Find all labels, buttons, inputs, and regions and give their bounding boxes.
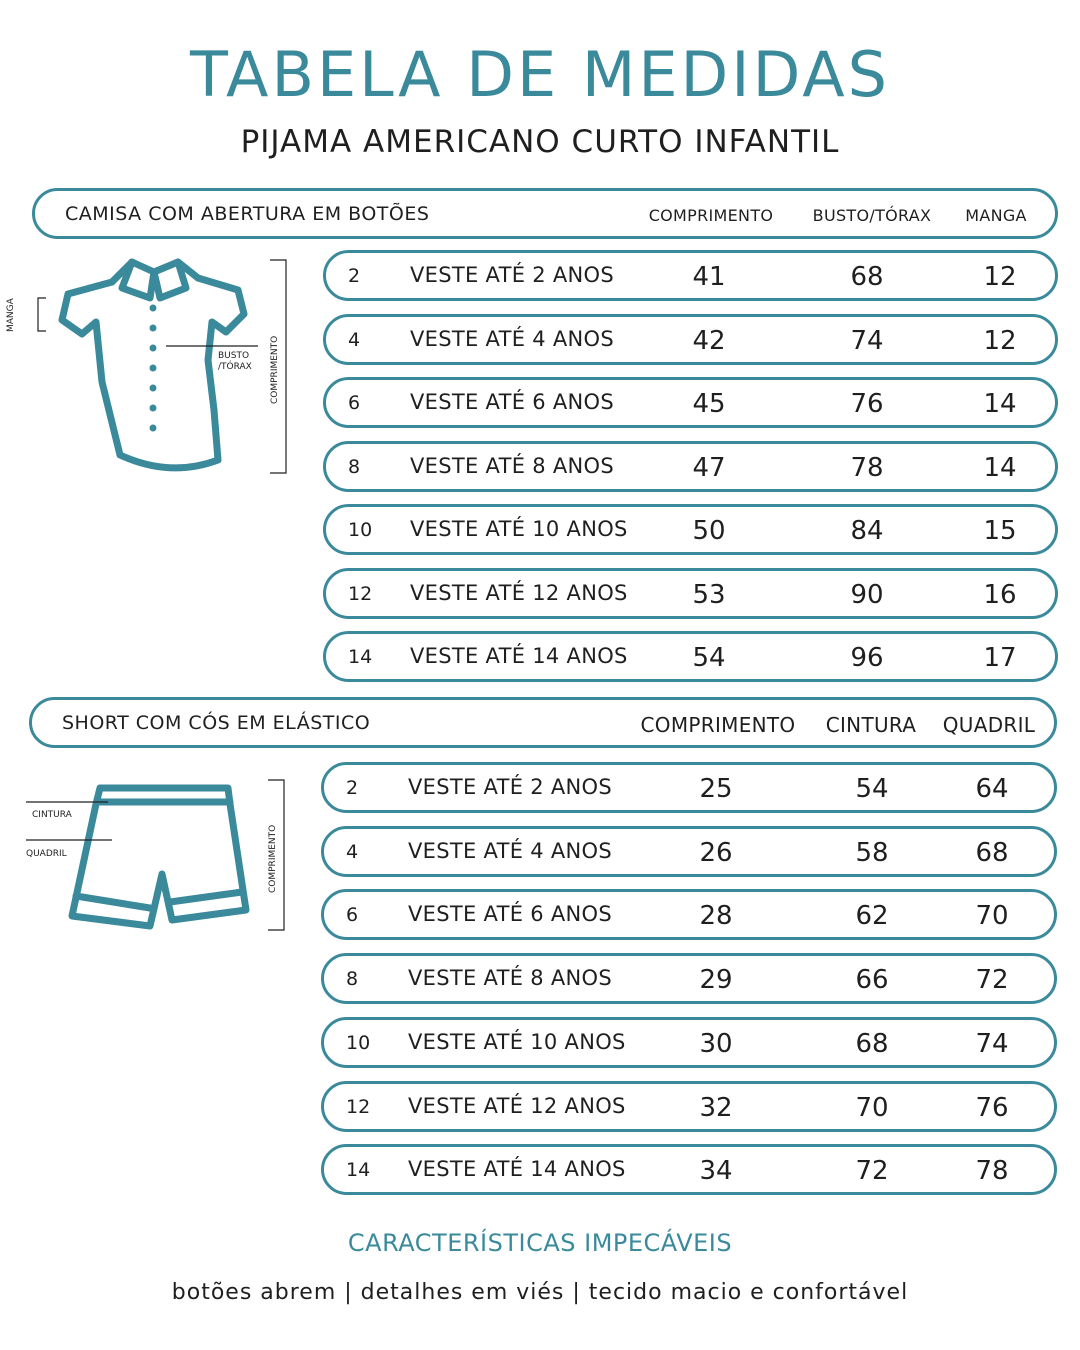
value-cell-1: 50 — [692, 516, 726, 546]
value-cell-2: 62 — [855, 901, 889, 932]
table-row — [321, 1144, 1057, 1195]
shorts-col-comprimento: COMPRIMENTO — [640, 713, 796, 737]
size-cell: 14 — [346, 1159, 371, 1182]
value-cell-2: 58 — [855, 837, 889, 868]
value-cell-3: 70 — [975, 901, 1009, 932]
size-cell: 10 — [346, 1031, 371, 1054]
size-cell: 4 — [346, 840, 359, 863]
value-cell-3: 15 — [983, 516, 1017, 546]
table-row — [323, 441, 1058, 492]
value-cell-2: 54 — [855, 774, 889, 804]
shorts-col-cintura: CINTURA — [825, 713, 917, 737]
shirt-manga-label: MANGA — [6, 298, 16, 332]
value-cell-3: 16 — [983, 579, 1017, 610]
table-row — [321, 889, 1057, 940]
size-cell: 12 — [348, 582, 373, 605]
description-cell: VESTE ATÉ 14 ANOS — [410, 644, 628, 668]
shirt-col-manga: MANGA — [965, 206, 1027, 225]
shorts-header — [29, 697, 1057, 748]
value-cell-3: 76 — [975, 1092, 1009, 1123]
value-cell-1: 54 — [692, 643, 726, 673]
value-cell-3: 14 — [983, 389, 1017, 419]
table-row — [323, 568, 1058, 619]
size-cell: 10 — [348, 519, 373, 541]
page-subtitle: PIJAMA AMERICANO CURTO INFANTIL — [240, 124, 840, 160]
shorts-header-label: SHORT COM CÓS EM ELÁSTICO — [62, 712, 371, 734]
value-cell-2: 68 — [855, 1028, 889, 1059]
shorts-cintura-label: CINTURA — [32, 810, 72, 820]
size-cell: 2 — [346, 777, 359, 799]
table-row — [321, 1017, 1057, 1068]
value-cell-3: 12 — [983, 262, 1017, 292]
shirt-busto-label-1: BUSTO — [218, 351, 250, 361]
value-cell-2: 76 — [850, 389, 884, 419]
size-cell: 12 — [346, 1095, 371, 1118]
shorts-comprimento-label: COMPRIMENTO — [268, 824, 278, 893]
value-cell-2: 90 — [850, 579, 884, 610]
value-cell-3: 74 — [975, 1028, 1009, 1059]
description-cell: VESTE ATÉ 8 ANOS — [408, 966, 613, 991]
table-row — [323, 631, 1058, 682]
value-cell-3: 78 — [975, 1156, 1009, 1187]
shirt-header-label: CAMISA COM ABERTURA EM BOTÕES — [65, 203, 430, 225]
value-cell-3: 72 — [975, 965, 1009, 996]
table-row — [323, 314, 1058, 365]
table-row — [321, 826, 1057, 877]
value-cell-1: 45 — [692, 389, 726, 419]
value-cell-2: 68 — [850, 262, 884, 292]
value-cell-1: 32 — [699, 1092, 733, 1123]
shirt-busto-label-2: /TÓRAX — [218, 362, 252, 372]
table-row — [321, 953, 1057, 1004]
description-cell: VESTE ATÉ 12 ANOS — [408, 1093, 626, 1118]
description-cell: VESTE ATÉ 6 ANOS — [408, 902, 613, 927]
size-cell: 2 — [348, 265, 361, 287]
description-cell: VESTE ATÉ 10 ANOS — [408, 1029, 626, 1054]
value-cell-1: 29 — [699, 965, 733, 996]
size-cell: 14 — [348, 646, 373, 668]
value-cell-3: 17 — [983, 643, 1017, 673]
size-cell: 6 — [348, 392, 361, 414]
value-cell-2: 66 — [855, 965, 889, 996]
size-cell: 8 — [348, 455, 361, 478]
value-cell-3: 12 — [983, 325, 1017, 356]
value-cell-1: 47 — [692, 452, 726, 483]
size-cell: 8 — [346, 968, 359, 991]
value-cell-2: 74 — [850, 325, 884, 356]
value-cell-2: 72 — [855, 1156, 889, 1187]
table-row — [323, 250, 1058, 301]
description-cell: VESTE ATÉ 6 ANOS — [410, 390, 615, 414]
value-cell-2: 78 — [850, 452, 884, 483]
table-row — [323, 377, 1058, 428]
shirt-col-busto: BUSTO/TÓRAX — [812, 206, 932, 225]
value-cell-3: 68 — [975, 837, 1009, 868]
table-row — [321, 762, 1057, 813]
size-cell: 4 — [348, 328, 361, 351]
table-row — [323, 504, 1058, 555]
value-cell-2: 70 — [855, 1092, 889, 1123]
value-cell-1: 34 — [699, 1156, 733, 1187]
value-cell-1: 26 — [699, 837, 733, 868]
value-cell-2: 84 — [850, 516, 884, 546]
value-cell-1: 42 — [692, 325, 726, 356]
value-cell-1: 25 — [699, 774, 733, 804]
shirt-header — [32, 188, 1058, 239]
value-cell-1: 41 — [692, 262, 726, 292]
description-cell: VESTE ATÉ 8 ANOS — [410, 453, 615, 478]
shirt-col-comprimento: COMPRIMENTO — [648, 206, 774, 225]
value-cell-2: 96 — [850, 643, 884, 673]
table-row — [321, 1081, 1057, 1132]
description-cell: VESTE ATÉ 10 ANOS — [410, 517, 628, 541]
shorts-col-quadril: QUADRIL — [942, 713, 1036, 737]
description-cell: VESTE ATÉ 4 ANOS — [408, 838, 613, 863]
value-cell-3: 64 — [975, 774, 1009, 804]
value-cell-1: 30 — [699, 1028, 733, 1059]
shirt-comprimento-label: COMPRIMENTO — [270, 335, 280, 404]
description-cell: VESTE ATÉ 14 ANOS — [408, 1157, 626, 1182]
shorts-quadril-label: QUADRIL — [26, 849, 67, 859]
features-title: CARACTERÍSTICAS IMPECÁVEIS — [347, 1229, 733, 1257]
value-cell-1: 28 — [699, 901, 733, 932]
description-cell: VESTE ATÉ 12 ANOS — [410, 580, 628, 605]
value-cell-1: 53 — [692, 579, 726, 610]
features-text: botões abrem | detalhes em viés | tecido macio e confortável — [171, 1280, 909, 1305]
page-title: TABELA DE MEDIDAS — [189, 38, 890, 111]
size-cell: 6 — [346, 904, 359, 927]
value-cell-3: 14 — [983, 452, 1017, 483]
description-cell: VESTE ATÉ 2 ANOS — [408, 775, 613, 799]
description-cell: VESTE ATÉ 4 ANOS — [410, 326, 615, 351]
description-cell: VESTE ATÉ 2 ANOS — [410, 263, 615, 287]
